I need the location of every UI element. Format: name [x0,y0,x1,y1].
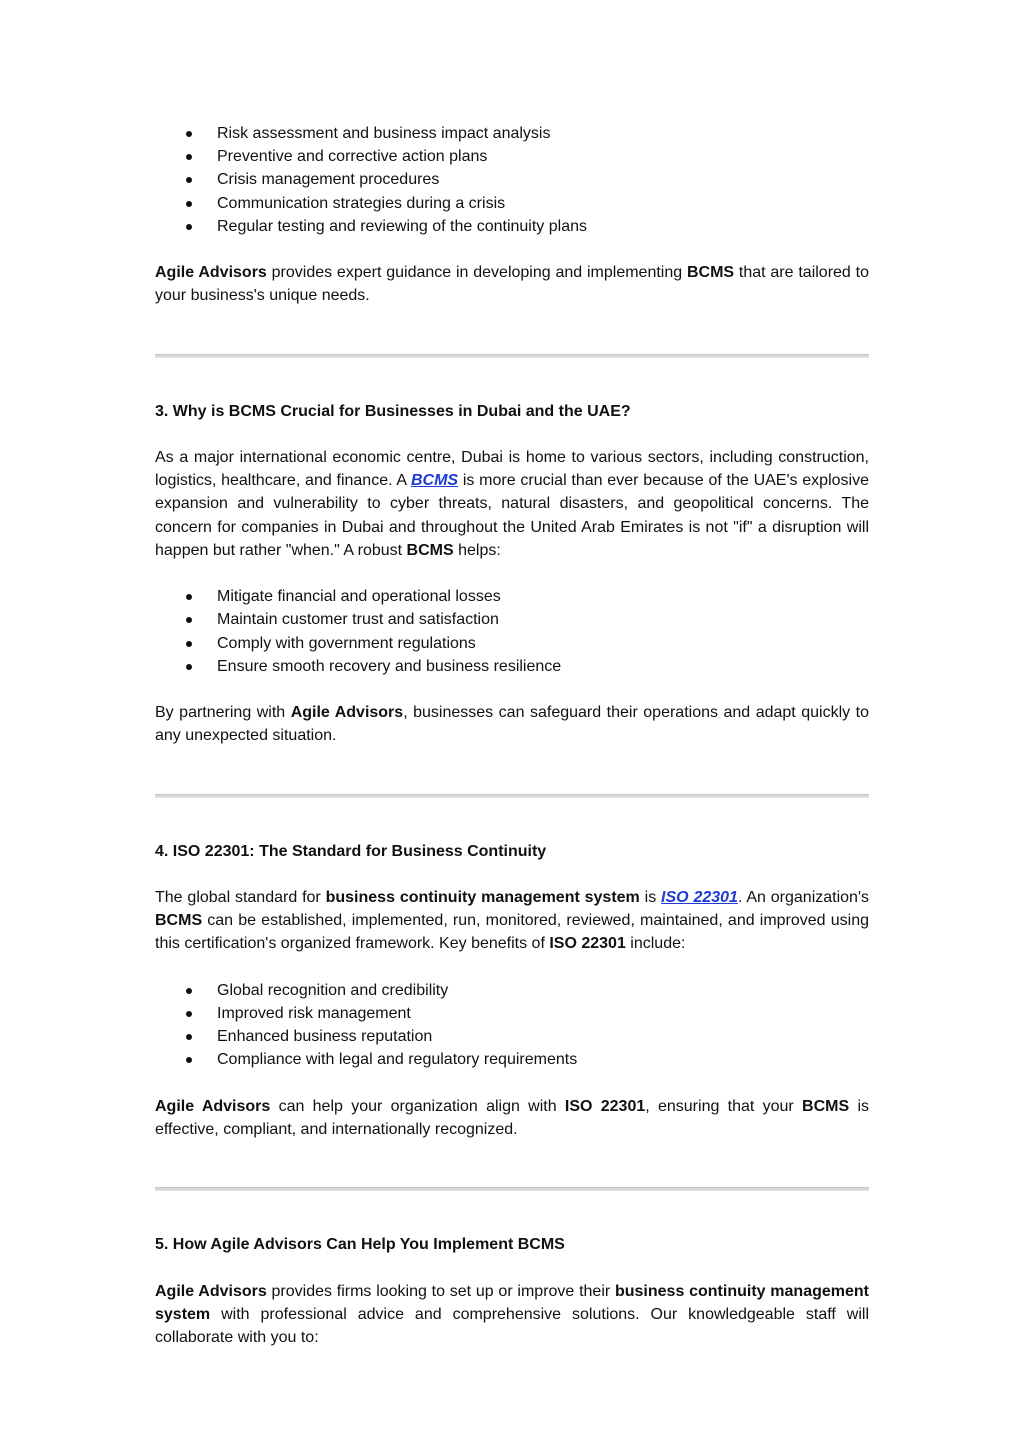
document-page [155,122,869,1349]
bcms-term: BCMS [406,541,454,559]
iso-benefits-list [155,979,869,1072]
list-item: Crisis management procedures [155,168,869,191]
bcms-term: BCMS [686,264,735,282]
section-heading-5: 5. How Agile Advisors Can Help You Implement BCMS [155,1236,565,1254]
list-item: Global recognition and credibility [155,979,869,1002]
section-heading-3: 3. Why is BCMS Crucial for Businesses in Dubai and the UAE? [155,402,631,420]
bcms-benefits-list [155,585,869,678]
list-item: Comply with government regulations [155,632,869,655]
section-divider [155,354,869,358]
brand-name: Agile Advisors [290,704,404,722]
bcms-link[interactable]: BCMS [410,472,459,490]
list-item: Communication strategies during a crisis [155,192,869,215]
paragraph-how-agile-helps: Agile Advisors provides firms looking to set up or improve their business continuity management system with professional advice and comprehensive solutions. Our knowledgeable staff will collaborate with you to: [155,1282,870,1346]
top-bullet-list [155,122,869,238]
paragraph-why-bcms: As a major international economic centre, Dubai is home to various sectors, including construction, logistics, healthcare, and finance. A BCMS is more crucial than ever because of the UAE's explosive expansion and vulnerability to cyber threats, natural disasters, and geopolitical concerns. The concern for companies in Dubai and throughout the United Arab Emirates is not "if" a disruption will happen but rather "when." A robust BCMS helps: [155,449,869,559]
list-item: Compliance with legal and regulatory requirements [155,1048,869,1071]
brand-name: Agile Advisors [155,264,267,282]
section-heading-4: 4. ISO 22301: The Standard for Business Continuity [155,842,547,860]
paragraph-partnering: By partnering with Agile Advisors, businesses can safeguard their operations and adapt quickly to any unexpected situation. [155,704,869,745]
paragraph-agile-advisors-intro: Agile Advisors provides expert guidance in developing and implementing BCMS that are tailored to your business's unique needs. [155,264,869,305]
list-item: Preventive and corrective action plans [155,145,869,168]
paragraph-iso-22301: The global standard for business continuity management system is ISO 22301. An organization's BCMS can be established, implemented, run, monitored, reviewed, maintained, and improved using this certification's organized framework. Key benefits of ISO 22301 include: [155,889,870,953]
section-divider [155,794,869,798]
iso-term: ISO 22301 [564,1097,646,1115]
iso-term: ISO 22301 [549,935,626,953]
list-item: Risk assessment and business impact analysis [155,122,869,145]
list-item: Regular testing and reviewing of the continuity plans [155,215,869,238]
list-item: Ensure smooth recovery and business resilience [155,655,869,678]
bcms-term: BCMS [802,1097,850,1115]
list-item: Maintain customer trust and satisfaction [155,608,869,631]
bcms-full-term: business continuity management system [155,1282,870,1323]
brand-name: Agile Advisors [155,1282,267,1300]
brand-name: Agile Advisors [155,1097,271,1115]
iso-22301-link[interactable]: ISO 22301 [661,889,738,906]
bcms-term: BCMS [155,912,203,930]
paragraph-iso-alignment: Agile Advisors can help your organization align with ISO 22301, ensuring that your BCMS is effective, compliant, and internationally recognized. [155,1097,869,1138]
list-item: Enhanced business reputation [155,1025,869,1048]
list-item: Mitigate financial and operational losses [155,585,869,608]
section-divider [155,1187,869,1191]
bcms-full-term: business continuity management system [325,889,640,906]
list-item: Improved risk management [155,1002,869,1025]
